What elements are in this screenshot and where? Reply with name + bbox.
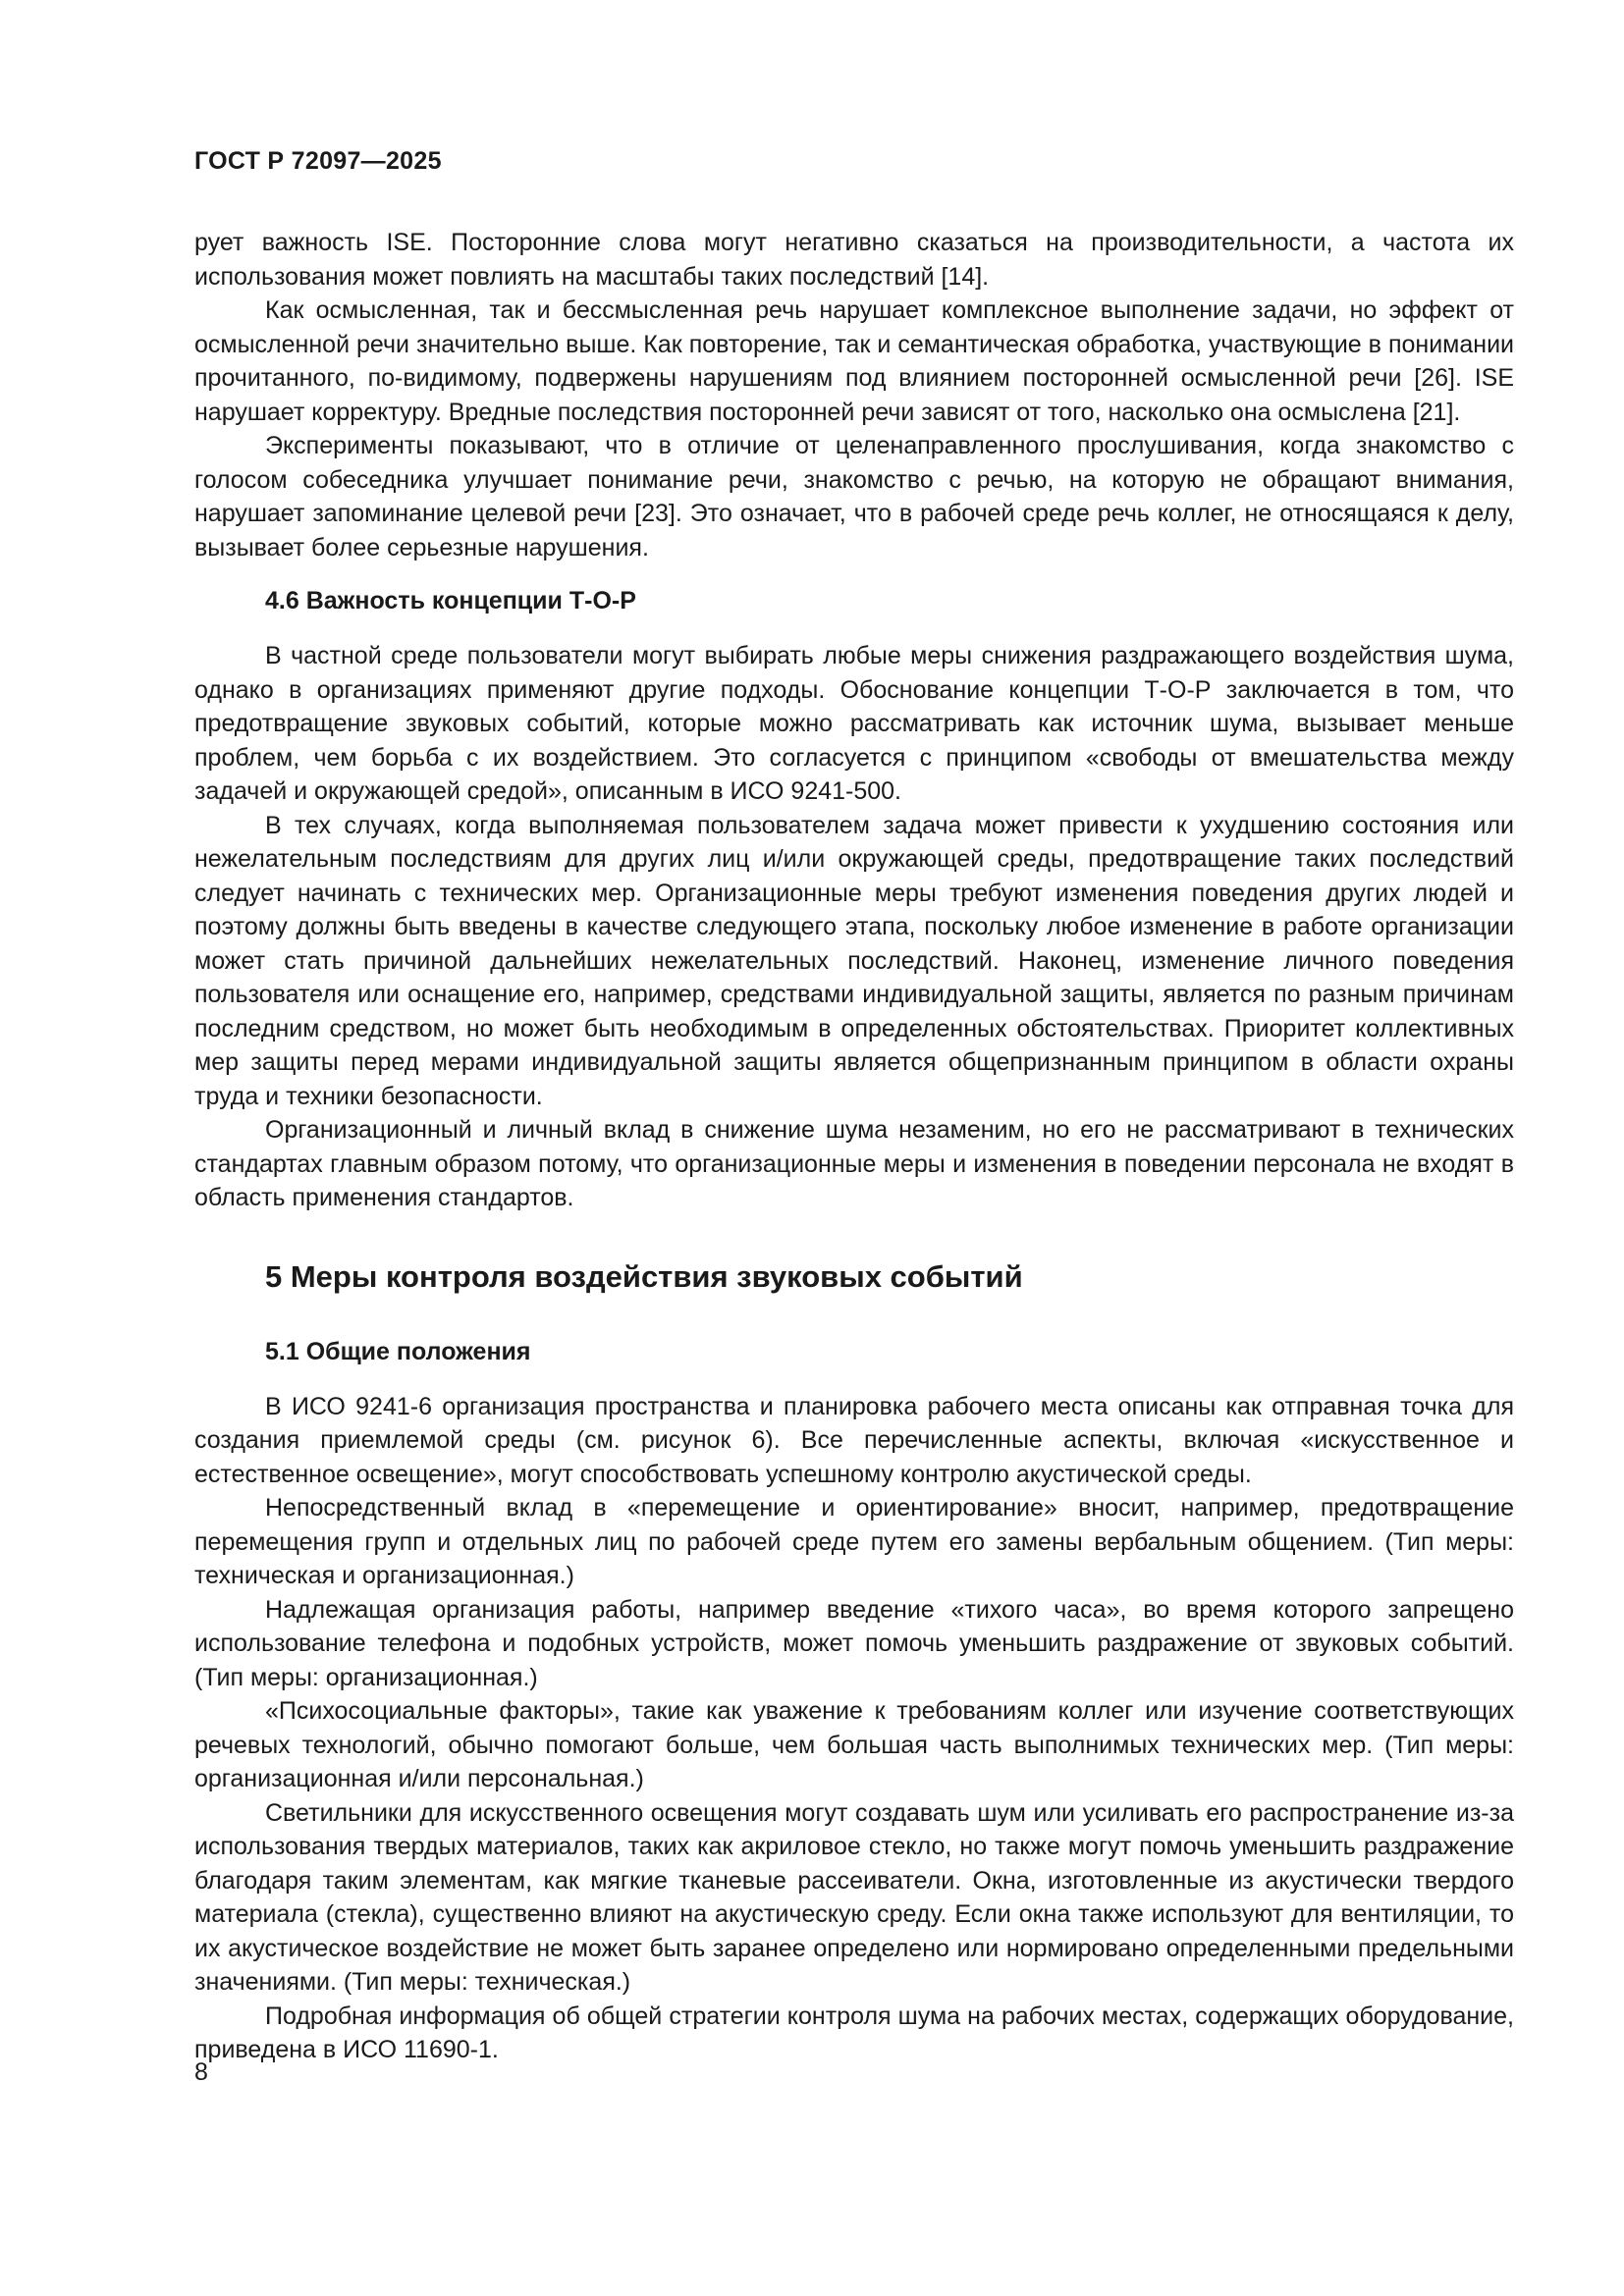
paragraph: «Психосоциальные факторы», такие как уважение к требованиям коллег или изучение соответствующих речевых технологий, обычно помогают больше, чем большая часть выполнимых технических мер. (Тип меры: организационная и/или персональная.) (194, 1697, 1514, 1792)
paragraph: Подробная информация об общей стратегии контроля шума на рабочих местах, содержащих оборудование, приведена в ИСО 11690-1. (194, 2002, 1514, 2063)
paragraph-continued: рует важность ISE. Посторонние слова могут негативно сказаться на производительности, а частота их использования может повлиять на масштабы таких последствий [14]. (194, 229, 1514, 291)
paragraph: Организационный и личный вклад в снижение шума незаменим, но его не рассматривают в технических стандартах главным образом потому, что организационные меры и изменения в поведении персонала не входят в область применения стандартов. (194, 1116, 1514, 1211)
paragraph: В частной среде пользователи могут выбирать любые меры снижения раздражающего воздействия шума, однако в организациях применяют другие подходы. Обоснование концепции Т-О-Р заключается в том, что предотвращение звуковых событий, которые можно рассматривать как источник шума, вызывает меньше проблем, чем борьба с их воздействием. Это согласуется с принципом «свободы от вмешательства между задачей и окружающей средой», описанным в ИСО 9241-500. (194, 642, 1514, 805)
paragraph: Надлежащая организация работы, например введение «тихого часа», во время которого запрещено использование телефона и подобных устройств, может помочь уменьшить раздражение от звуковых событий. (Тип меры: организационная.) (194, 1595, 1514, 1691)
section-heading-5-1: 5.1 Общие положения (265, 1337, 531, 1365)
paragraph: Непосредственный вклад в «перемещение и ориентирование» вносит, например, предотвращение перемещения групп и отдельных лиц по рабочей среде путем его замены вербальным общением. (Тип меры: техническая и организационная.) (194, 1494, 1514, 1589)
paragraph: В ИСО 9241-6 организация пространства и планировка рабочего места описаны как отправная точка для создания приемлемой среды (см. рисунок 6). Все перечисленные аспекты, включая «искусственное и естественное освещение», могут способствовать успешному контролю акустической среды. (194, 1392, 1514, 1488)
page-content (194, 226, 1514, 2067)
standard-header: ГОСТ Р 72097—2025 (194, 147, 442, 175)
paragraph: Как осмысленная, так и бессмысленная речь нарушает комплексное выполнение задачи, но эффект от осмысленной речи значительно выше. Как повторение, так и семантическая обработка, участвующие в понимании прочитанного, по-видимому, подвержены нарушениям под влиянием посторонней осмысленной речи [26]. ISE нарушает корректуру. Вредные последствия посторонней речи зависят от того, насколько она осмыслена [21]. (194, 296, 1514, 426)
page-number: 8 (194, 2058, 208, 2086)
section-heading-5: 5 Меры контроля воздействия звуковых событий (265, 1258, 1023, 1294)
paragraph: Светильники для искусственного освещения могут создавать шум или усиливать его распространение из-за использования твердых материалов, таких как акриловое стекло, но также могут помочь уменьшить раздражение благодаря таким элементам, как мягкие тканевые рассеиватели. Окна, изготовленные из акустически твердого материала (стекла), существенно влияют на акустическую среду. Если окна также используют для вентиляции, то их акустическое воздействие не может быть заранее определено или нормировано определенными предельными значениями. (Тип меры: техническая.) (194, 1798, 1514, 1996)
section-heading-4-6: 4.6 Важность концепции Т-О-Р (265, 587, 636, 614)
paragraph: В тех случаях, когда выполняемая пользователем задача может привести к ухудшению состояния или нежелательным последствиям для других лиц и/или окружающей среды, предотвращение таких последствий следует начинать с технических мер. Организационные меры требуют изменения поведения других людей и поэтому должны быть введены в качестве следующего этапа, поскольку любое изменение в работе организации может стать причиной дальнейших нежелательных последствий. Наконец, изменение личного поведения пользователя или оснащение его, например, средствами индивидуальной защиты, является по разным причинам последним средством, но может быть необходимым в определенных обстоятельствах. Приоритет коллективных мер защиты перед мерами индивидуальной защиты является общепризнанным принципом в области охраны труда и техники безопасности. (194, 811, 1514, 1110)
paragraph: Эксперименты показывают, что в отличие от целенаправленного прослушивания, когда знакомство с голосом собеседника улучшает понимание речи, знакомство с речью, на которую не обращают внимания, нарушает запоминание целевой речи [23]. Это означает, что в рабочей среде речь коллег, не относящаяся к делу, вызывает более серьезные нарушения. (194, 432, 1514, 561)
